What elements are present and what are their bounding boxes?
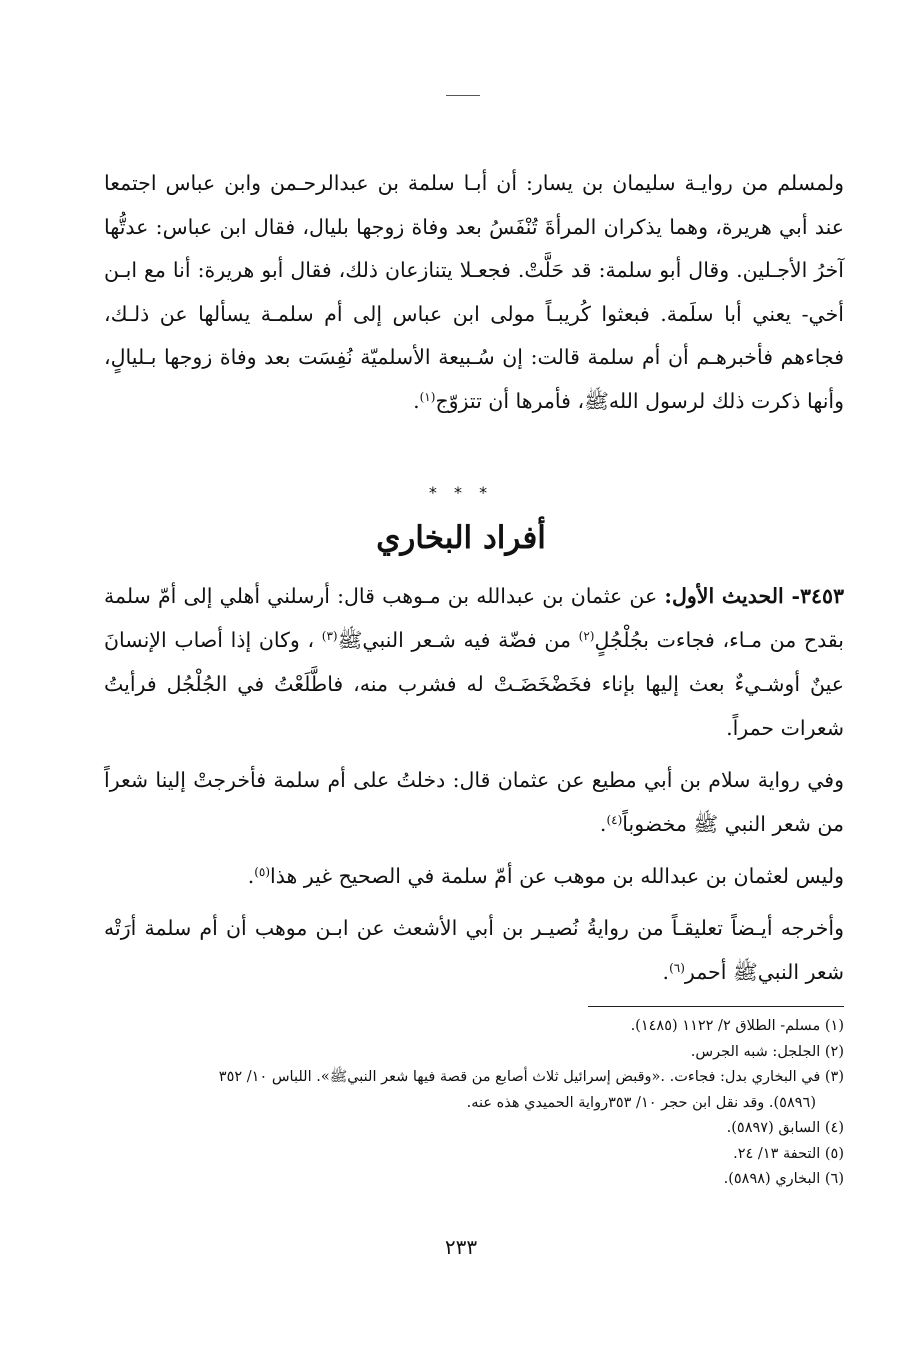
- hadith-text-b: من فضّة فيه شـعر النبيﷺ: [337, 628, 579, 652]
- footnote-ref-1: (١): [419, 389, 436, 404]
- section-title: أفراد البخاري: [376, 520, 546, 556]
- footnote-4: (٤) السابق (٥٨٩٧).: [726, 1120, 844, 1136]
- page-number: ٢٣٣: [444, 1235, 478, 1259]
- hadith-paragraph-4: [104, 906, 844, 994]
- footnote-6: (٦) البخاري (٥٨٩٨).: [723, 1171, 844, 1187]
- footnote-divider: [588, 1006, 844, 1007]
- top-rule: [446, 95, 480, 96]
- intro-end: .: [413, 388, 420, 413]
- hadith-text-a: عن عثمان بن عبدالله بن مـوهب قال: أرسلني أهلي إلى أمّ سلمة بقدح من مـاء، فجاءت بجُلْجُلٍ: [104, 584, 844, 652]
- intro-text: ولمسلم من روايـة سليمان بن يسار: أن أبـا سلمة بن عبدالرحـمن وابن عباس اجتمعا عند أبي هريرة، وهما يذكران المرأةَ تُنْفَسُ بعد وفاة زوجها بليال، فقال ابن عباس: عدتُّها آخرُ الأجـلين. وقال أبو سلمة: قد حَلَّتْ. فجعـلا يتنازعان ذلك، فقال أبو هريرة: أنا مع ابـن أخي- يعني أبا سلَمة. فبعثوا كُريبـاً مولى ابن عباس إلى أم سلمـة يسألها عن ذلـك، فجاءهم فأخبرهـم أن أم سلمة قالت: إن سُـبيعة الأسلميّة نُفِسَت بعد وفاة زوجها بـليالٍ، وأنها ذكرت ذلك لرسول اللهﷺ، فأمرها أن تتزوّج: [104, 171, 844, 413]
- paragraph-3-end: .: [247, 864, 255, 888]
- hadith-label: ٣٤٥٣- الحديث الأول:: [664, 584, 844, 608]
- paragraph-2-end: .: [599, 812, 607, 836]
- paragraph-3-text: وليس لعثمان بن عبدالله بن موهب عن أمّ سلمة في الصحيح غير هذا: [270, 864, 844, 888]
- hadith-block: [104, 574, 844, 1002]
- footnotes: [104, 1014, 844, 1193]
- paragraph-4-end: .: [662, 960, 670, 984]
- footnote-ref-3: (٣): [321, 629, 338, 643]
- hadith-paragraph-3: [104, 854, 844, 898]
- footnote-ref-6: (٦): [669, 961, 685, 975]
- footnote-ref-2: (٢): [578, 629, 595, 643]
- footnote-1: (١) مسلم- الطلاق ٢/ ١١٢٢ (١٤٨٥).: [630, 1018, 844, 1034]
- paragraph-4-text: وأخرجه أيـضاً تعليقـاً من روايةُ نُصيـر بن أبي الأشعث عن ابـن موهب أن أم سلمة أرَتْه شعر النبيﷺ أحمر: [104, 916, 844, 984]
- hadith-paragraph-1: [104, 574, 844, 750]
- footnote-ref-4: (٤): [606, 813, 623, 827]
- paragraph-2-text: وفي رواية سلام بن أبي مطيع عن عثمان قال: دخلتُ على أم سلمة فأخرجتْ إلينا شعراً من شعر النبي ﷺ مخضوباً: [104, 768, 844, 836]
- hadith-paragraph-2: [104, 758, 844, 846]
- footnote-3: (٣) في البخاري بدل: فجاءت. .«وقبض إسرائيل ثلاث أصابع من قصة فيها شعر النبيﷺ». اللباس ١٠/ ٣٥٢: [218, 1069, 844, 1085]
- section-separator: * * *: [428, 483, 494, 502]
- footnote-ref-5: (٥): [254, 865, 271, 879]
- footnote-3-continuation: (٥٨٩٦). وقد نقل ابن حجر ١٠/ ٣٥٣رواية الحميدي هذه عنه.: [466, 1094, 816, 1111]
- hadith-text-c: ، وكان إذا أصاب الإنسانَ عينٌ أوشـيءٌ بعث إليها بإناء فخَضْخَضَـتْ له فشرب منه، فاطَّلَعْتُ في الجُلْجُل فرأيتُ شعرات حمراً.: [104, 628, 844, 740]
- footnote-5: (٥) التحفة ١٣/ ٢٤.: [733, 1145, 844, 1162]
- footnote-2: (٢) الجلجل: شبه الجرس.: [690, 1043, 844, 1060]
- intro-paragraph: [104, 162, 844, 424]
